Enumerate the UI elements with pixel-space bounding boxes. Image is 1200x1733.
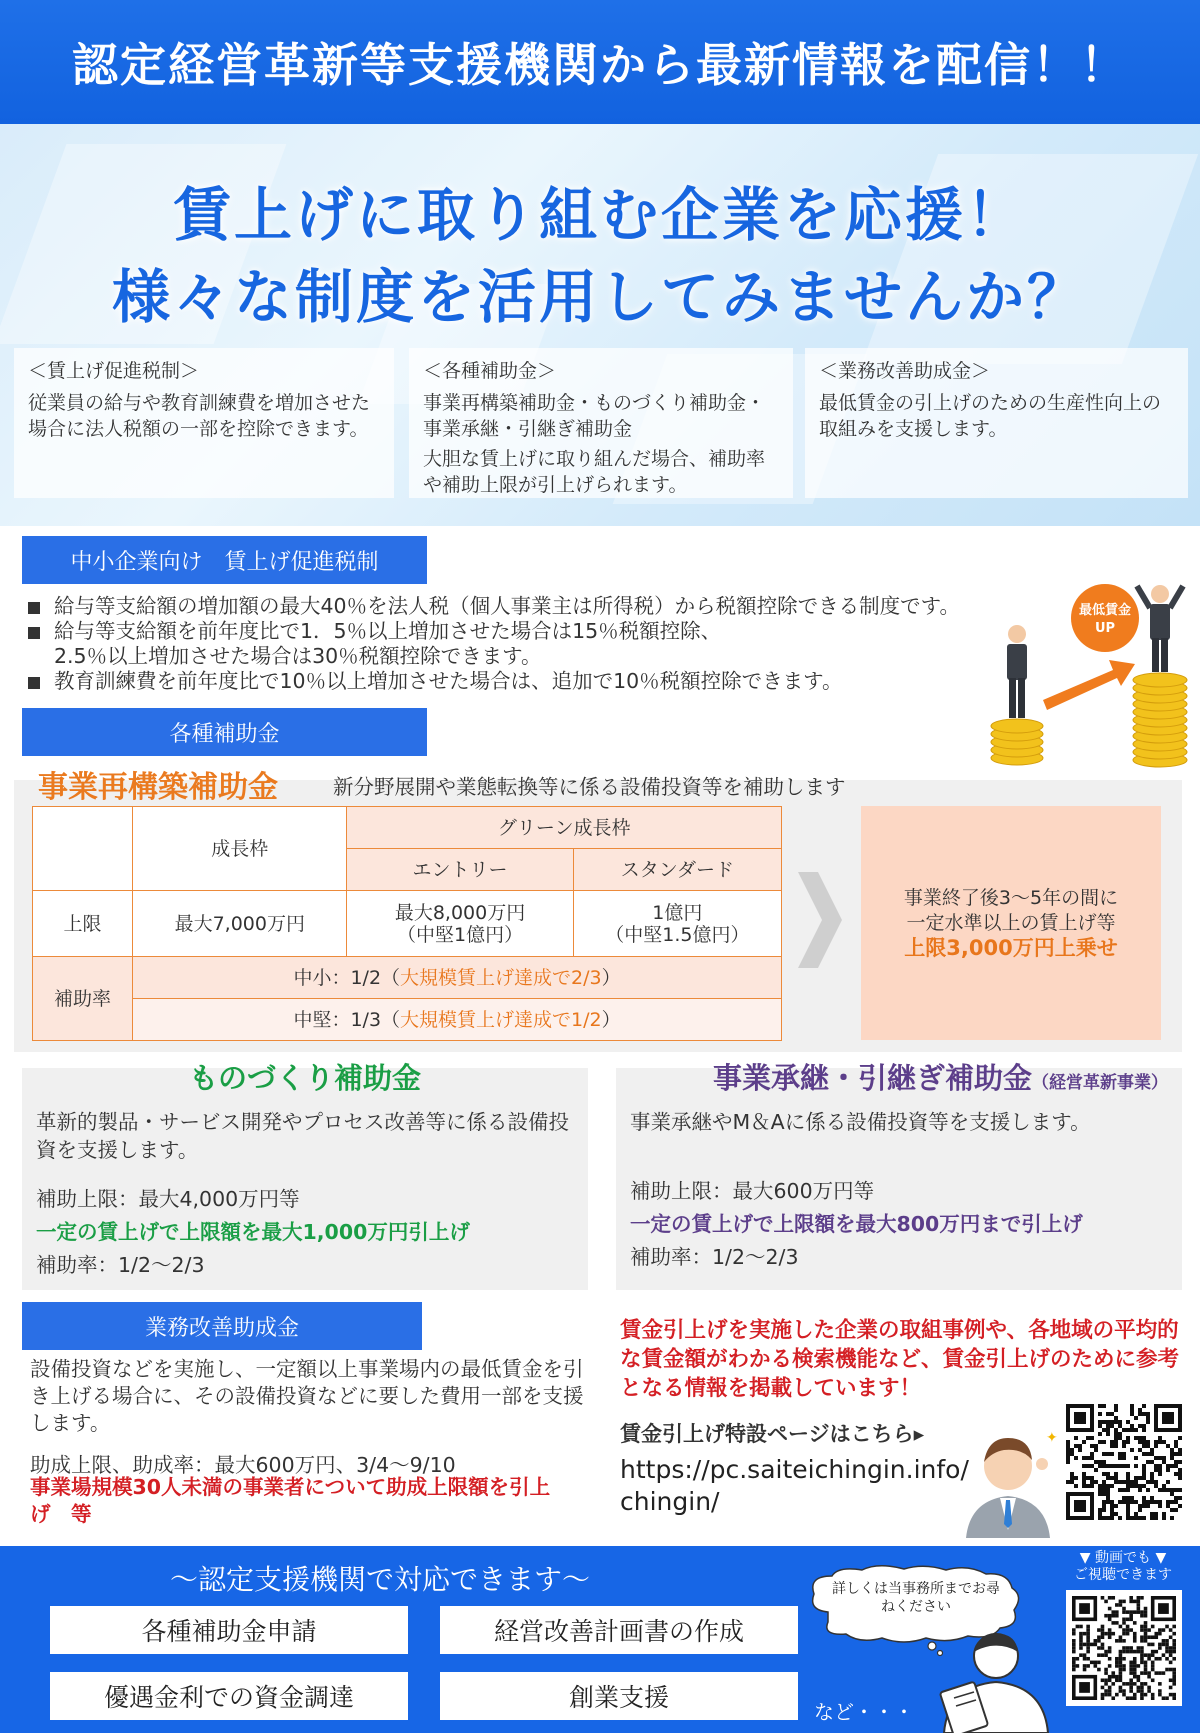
bullet-item: 給与等支給額を前年度比で1．5％以上増加させた場合は15％税額控除、 <box>22 619 1022 644</box>
succession-highlight: 一定の賃上げで上限額を最大800万円まで引上げ <box>630 1212 1083 1236</box>
tax-tag: 中小企業向け 賃上げ促進税制 <box>22 536 427 584</box>
intro-box-grant <box>805 348 1188 498</box>
succession-title-small: （経営革新事業） <box>1032 1073 1168 1093</box>
succession-title: 事業承継・引継ぎ補助金 <box>712 1061 1032 1095</box>
headline-line1: 賃上げに取り組む企業を応援！ <box>172 181 1027 249</box>
gyomu-tag: 業務改善助成金 <box>22 1302 422 1350</box>
limit-entry-2: （中堅1億円） <box>397 923 524 946</box>
bubble-text: 詳しくは当事務所までお尋ねください <box>832 1581 1000 1615</box>
svg-text:✦: ✦ <box>1046 1430 1058 1446</box>
bullet-item-cont: 2.5％以上増加させた場合は30％税額控除できます。 <box>54 644 542 668</box>
special-url[interactable]: https://pc.saiteichingin.info/chingin/ <box>620 1455 969 1516</box>
video-qr-frame[interactable] <box>1066 1590 1182 1706</box>
restructuring-desc: 新分野展開や業態転換等に係る設備投資等を補助します <box>333 775 846 799</box>
restructuring-title: 事業再構築補助金 <box>38 770 278 805</box>
monozukuri-rate: 補助率：1/2～2/3 <box>36 1253 205 1277</box>
gyomu-desc: 設備投資などを実施し、一定額以上事業場内の最低賃金を引き上げる場合に、その設備投資などに要した費用一部を支援します。 <box>30 1357 584 1435</box>
service-financing[interactable]: 優遇金利での資金調達 <box>50 1672 408 1720</box>
rate-small <box>133 957 782 999</box>
monozukuri-limit: 補助上限：最大4,000万円等 <box>36 1187 300 1211</box>
subsidy-tag: 各種補助金 <box>22 708 427 756</box>
limit-standard-1: 1億円 <box>652 901 703 924</box>
special-link-label[interactable]: 賃金引上げ特設ページはこちら▸ <box>620 1422 925 1446</box>
intro-heading: ＜業務改善助成金＞ <box>819 360 991 382</box>
monozukuri-highlight: 一定の賃上げで上限額を最大1,000万円引上げ <box>36 1220 470 1244</box>
monozukuri-desc: 革新的製品・サービス開発やプロセス改善等に係る設備投資を支援します。 <box>36 1110 569 1162</box>
intro-box-tax <box>14 348 394 498</box>
advisor-illustration <box>928 1622 1058 1733</box>
intro-box-subsidy <box>409 348 793 498</box>
limit-entry <box>347 891 573 957</box>
limit-entry-1: 最大8,000万円 <box>394 901 526 924</box>
limit-standard <box>573 891 781 957</box>
bonus-line2: 一定水準以上の賃上げ等 <box>906 911 1116 934</box>
footer-title: ～認定支援機関で対応できます～ <box>169 1563 590 1596</box>
succession-rate: 補助率：1/2～2/3 <box>630 1245 799 1269</box>
top-banner: 認定経営革新等支援機関から最新情報を配信！！ <box>0 0 1200 124</box>
gyomu-limit: 助成上限、助成率：最大600万円、3/4～9/10 <box>30 1453 456 1477</box>
intro-body: 最低賃金の引上げのための生産性向上の取組みを支援します。 <box>819 392 1162 440</box>
wage-up-illustration <box>985 578 1195 770</box>
headline-line2: 様々な制度を活用してみませんか？ <box>111 263 1088 331</box>
rate-mid <box>133 999 782 1041</box>
svg-text:UP: UP <box>1094 621 1116 636</box>
bullet-item: 教育訓練費を前年度比で10％以上増加させた場合は、追加で10％税額控除できます。 <box>22 669 1022 694</box>
consultant-illustration <box>960 1420 1056 1538</box>
rate-small-a: 中小：1/2（ <box>293 966 401 989</box>
qr-code-icon[interactable] <box>1066 1404 1182 1520</box>
bullet-item: 給与等支給額の増加額の最大40％を法人税（個人事業主は所得税）から税額控除できる制度です。 <box>22 594 1022 619</box>
rate-mid-c: ） <box>601 1008 621 1031</box>
succession-limit: 補助上限：最大600万円等 <box>630 1179 875 1203</box>
arrow-right-icon <box>798 872 842 968</box>
limit-growth: 最大7,000万円 <box>133 891 347 957</box>
row-limit: 上限 <box>33 891 133 957</box>
bonus-line3: 上限3,000万円上乗せ <box>904 935 1118 960</box>
intro-heading: ＜各種補助金＞ <box>423 360 557 382</box>
footer-etc: など・・・ <box>814 1700 914 1724</box>
restructuring-table <box>32 806 782 1041</box>
tax-bullets <box>22 594 1022 694</box>
rate-mid-b: 大規模賃上げ達成で1/2 <box>400 1008 602 1031</box>
video-qr-code-icon[interactable] <box>1072 1596 1176 1700</box>
intro-body: 事業再構築補助金・ものづくり補助金・事業承継・引継ぎ補助金 <box>423 392 766 440</box>
video-note: ▼ 動画でも ▼ ご視聴できます <box>1074 1550 1172 1583</box>
service-startup-support[interactable]: 創業支援 <box>440 1672 798 1720</box>
special-notice: 賃金引上げを実施した企業の取組事例や、各地域の平均的な賃金額がわかる検索機能など、賃金引上げのために参考となる情報を掲載しています！ <box>620 1318 1180 1401</box>
col-green: グリーン成長枠 <box>347 807 782 849</box>
rate-mid-a: 中堅：1/3（ <box>293 1008 401 1031</box>
service-subsidy-application[interactable]: 各種補助金申請 <box>50 1606 408 1654</box>
bonus-line1: 事業終了後3～5年の間に <box>903 886 1119 909</box>
gyomu-highlight: 事業場規模30人未満の事業者について助成上限額を引上げ 等 <box>30 1475 551 1526</box>
monozukuri-title: ものづくり補助金 <box>188 1061 421 1095</box>
svg-text:最低賃金: 最低賃金 <box>1078 603 1132 618</box>
bonus-box <box>861 806 1161 1040</box>
col-entry: エントリー <box>347 849 573 891</box>
limit-standard-2: （中堅1.5億円） <box>605 923 750 946</box>
col-standard: スタンダード <box>573 849 781 891</box>
intro-body-2: 大胆な賃上げに取り組んだ場合、補助率や補助上限が引上げられます。 <box>423 448 766 496</box>
succession-title-wrap <box>616 1056 1182 1097</box>
intro-body: 従業員の給与や教育訓練費を増加させた場合に法人税額の一部を控除できます。 <box>28 392 371 440</box>
wage-badge <box>1071 584 1139 652</box>
succession-desc: 事業承継やM＆Aに係る設備投資等を支援します。 <box>630 1110 1091 1134</box>
service-improvement-plan[interactable]: 経営改善計画書の作成 <box>440 1606 798 1654</box>
rate-small-b: 大規模賃上げ達成で2/3 <box>400 966 602 989</box>
col-growth: 成長枠 <box>133 807 347 891</box>
intro-heading: ＜賃上げ促進税制＞ <box>28 360 200 382</box>
rate-small-c: ） <box>601 966 621 989</box>
row-rate: 補助率 <box>33 957 133 1041</box>
